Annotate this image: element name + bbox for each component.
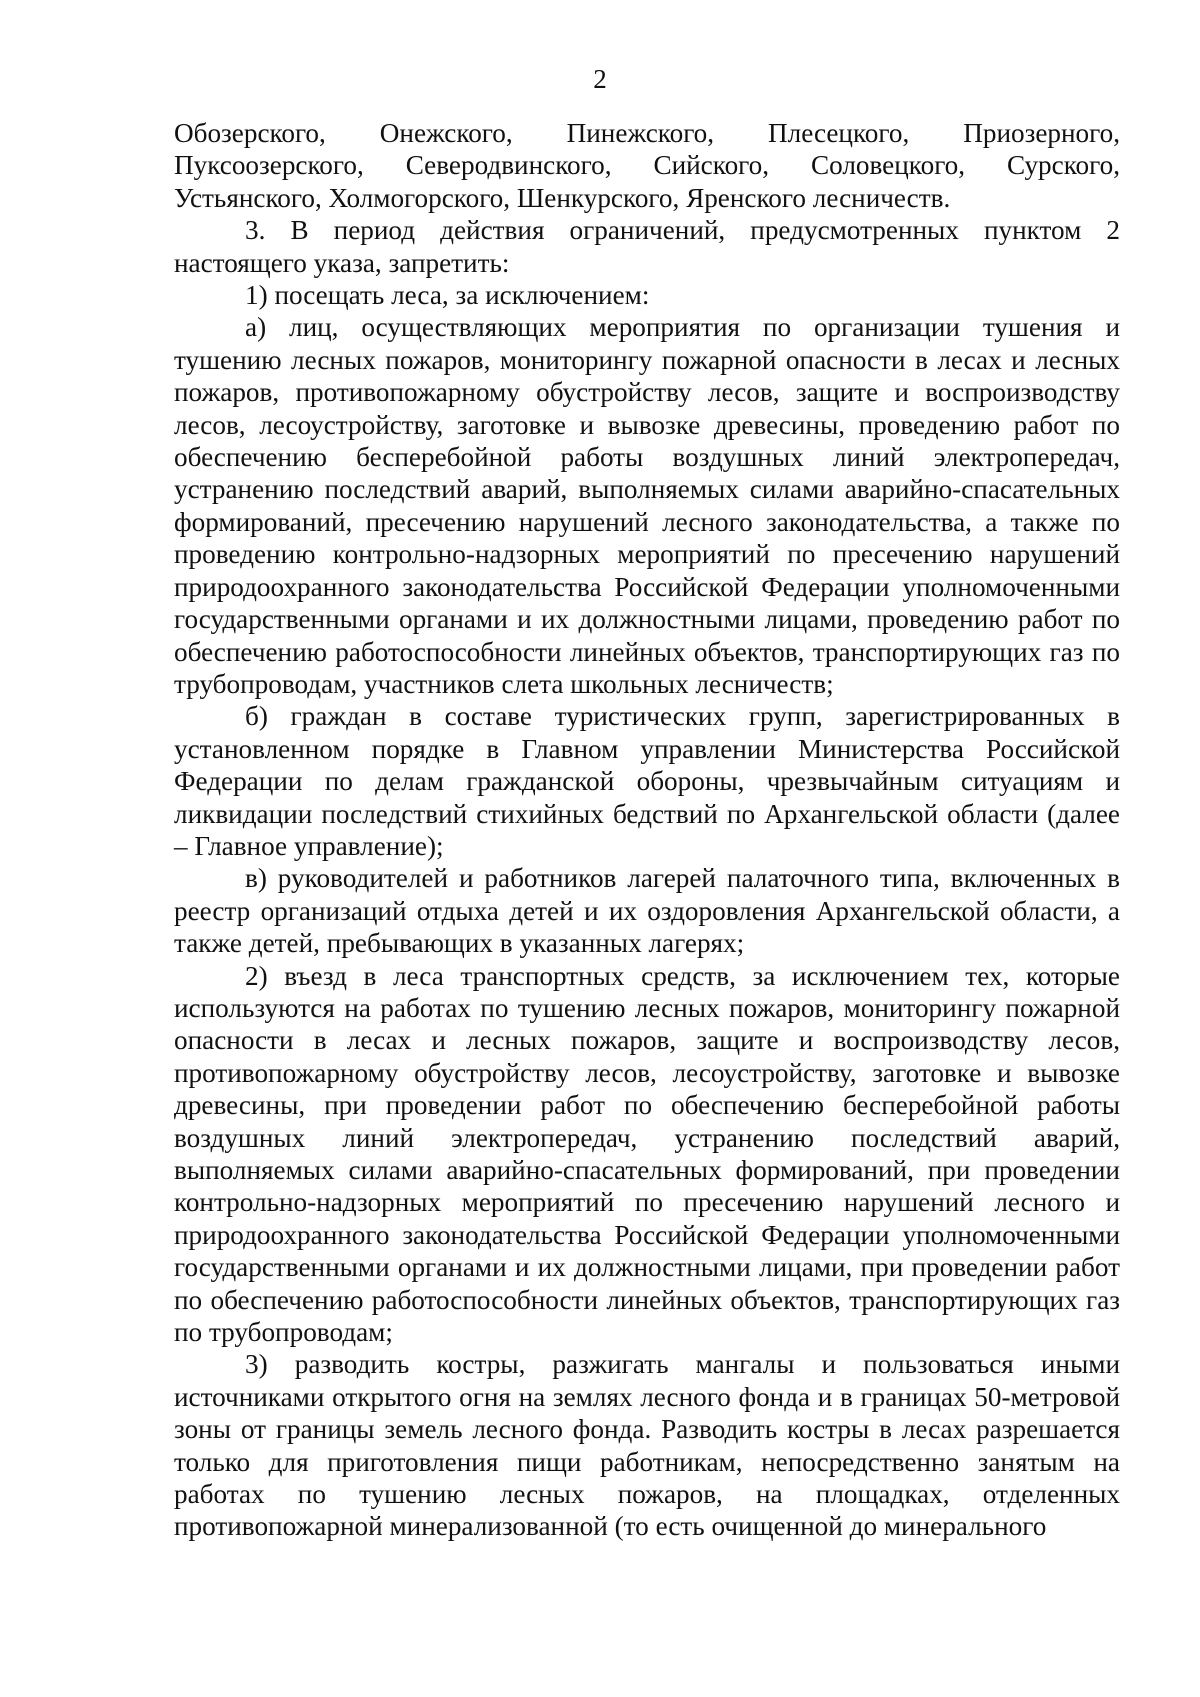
paragraph-subitem-1a: а) лиц, осуществляющих мероприятия по организации тушения и тушению лесных пожаров, мониторингу пожарной опасности в лесах и лесных пожаров, противопожарному обустройству лесов, защите и воспроизводству лесов, лесоустройству, заготовке и вывозке древесины, проведению работ по обеспечению бесперебойной работы воздушных линий электропередач, устранению последствий аварий, выполняемых силами аварийно-спасательных формирований, пресечению нарушений лесного законодательства, а также по проведению контрольно-надзорных мероприятий по пресечению нарушений природоохранного законодательства Российской Федерации уполномоченными государственными органами и их должностными лицами, проведению работ по обеспечению работоспособности линейных объектов, транспортирующих газ по трубопроводам, участников слета школьных лесничеств;	[174, 312, 1120, 699]
paragraph-item-3: 3. В период действия ограничений, предусмотренных пунктом 2 настоящего указа, запретить:	[174, 215, 1120, 278]
paragraph-subitem-3: 3) разводить костры, разжигать мангалы и пользоваться иными источниками открытого огня на землях лесного фонда и в границах 50-метровой зоны от границы земель лесного фонда. Разводить костры в лесах разрешается только для приготовления пищи работникам, непосредственно занятым на работах по тушению лесных пожаров, на площадках, отделенных противопожарной минерализованной (то есть очищенной до минерального	[174, 1349, 1120, 1542]
paragraph-continuation: Обозерского, Онежского, Пинежского, Плесецкого, Приозерного, Пуксоозерского, Северодвинского, Сийского, Соловецкого, Сурского, Устьянского, Холмогорского, Шенкурского, Яренского лесничеств.	[174, 118, 1120, 213]
paragraph-subitem-1v: в) руководителей и работников лагерей палаточного типа, включенных в реестр организаций отдыха детей и их оздоровления Архангельской области, а также детей, пребывающих в указанных лагерях;	[174, 863, 1120, 959]
paragraph-subitem-1: 1) посещать леса, за исключением:	[245, 280, 650, 311]
paragraph-subitem-1b: б) граждан в составе туристических групп, зарегистрированных в установленном порядке в Главном управлении Министерства Российской Федерации по делам гражданской обороны, чрезвычайным ситуациям и ликвидации последствий стихийных бедствий по Архангельской области (далее – Главное управление);	[174, 701, 1120, 861]
page-number: 2	[593, 64, 607, 94]
paragraph-subitem-2: 2) въезд в леса транспортных средств, за исключением тех, которые используются на работах по тушению лесных пожаров, мониторингу пожарной опасности в лесах и лесных пожаров, защите и воспроизводству лесов, противопожарному обустройству лесов, лесоустройству, заготовке и вывозке древесины, при проведении работ по обеспечению бесперебойной работы воздушных линий электропередач, устранению последствий аварий, выполняемых силами аварийно-спасательных формирований, при проведении контрольно-надзорных мероприятий по пресечению нарушений лесного и природоохранного законодательства Российской Федерации уполномоченными государственными органами и их должностными лицами, при проведении работ по обеспечению работоспособности линейных объектов, транспортирующих газ по трубопроводам;	[174, 960, 1120, 1348]
document-body	[174, 117, 1120, 1543]
